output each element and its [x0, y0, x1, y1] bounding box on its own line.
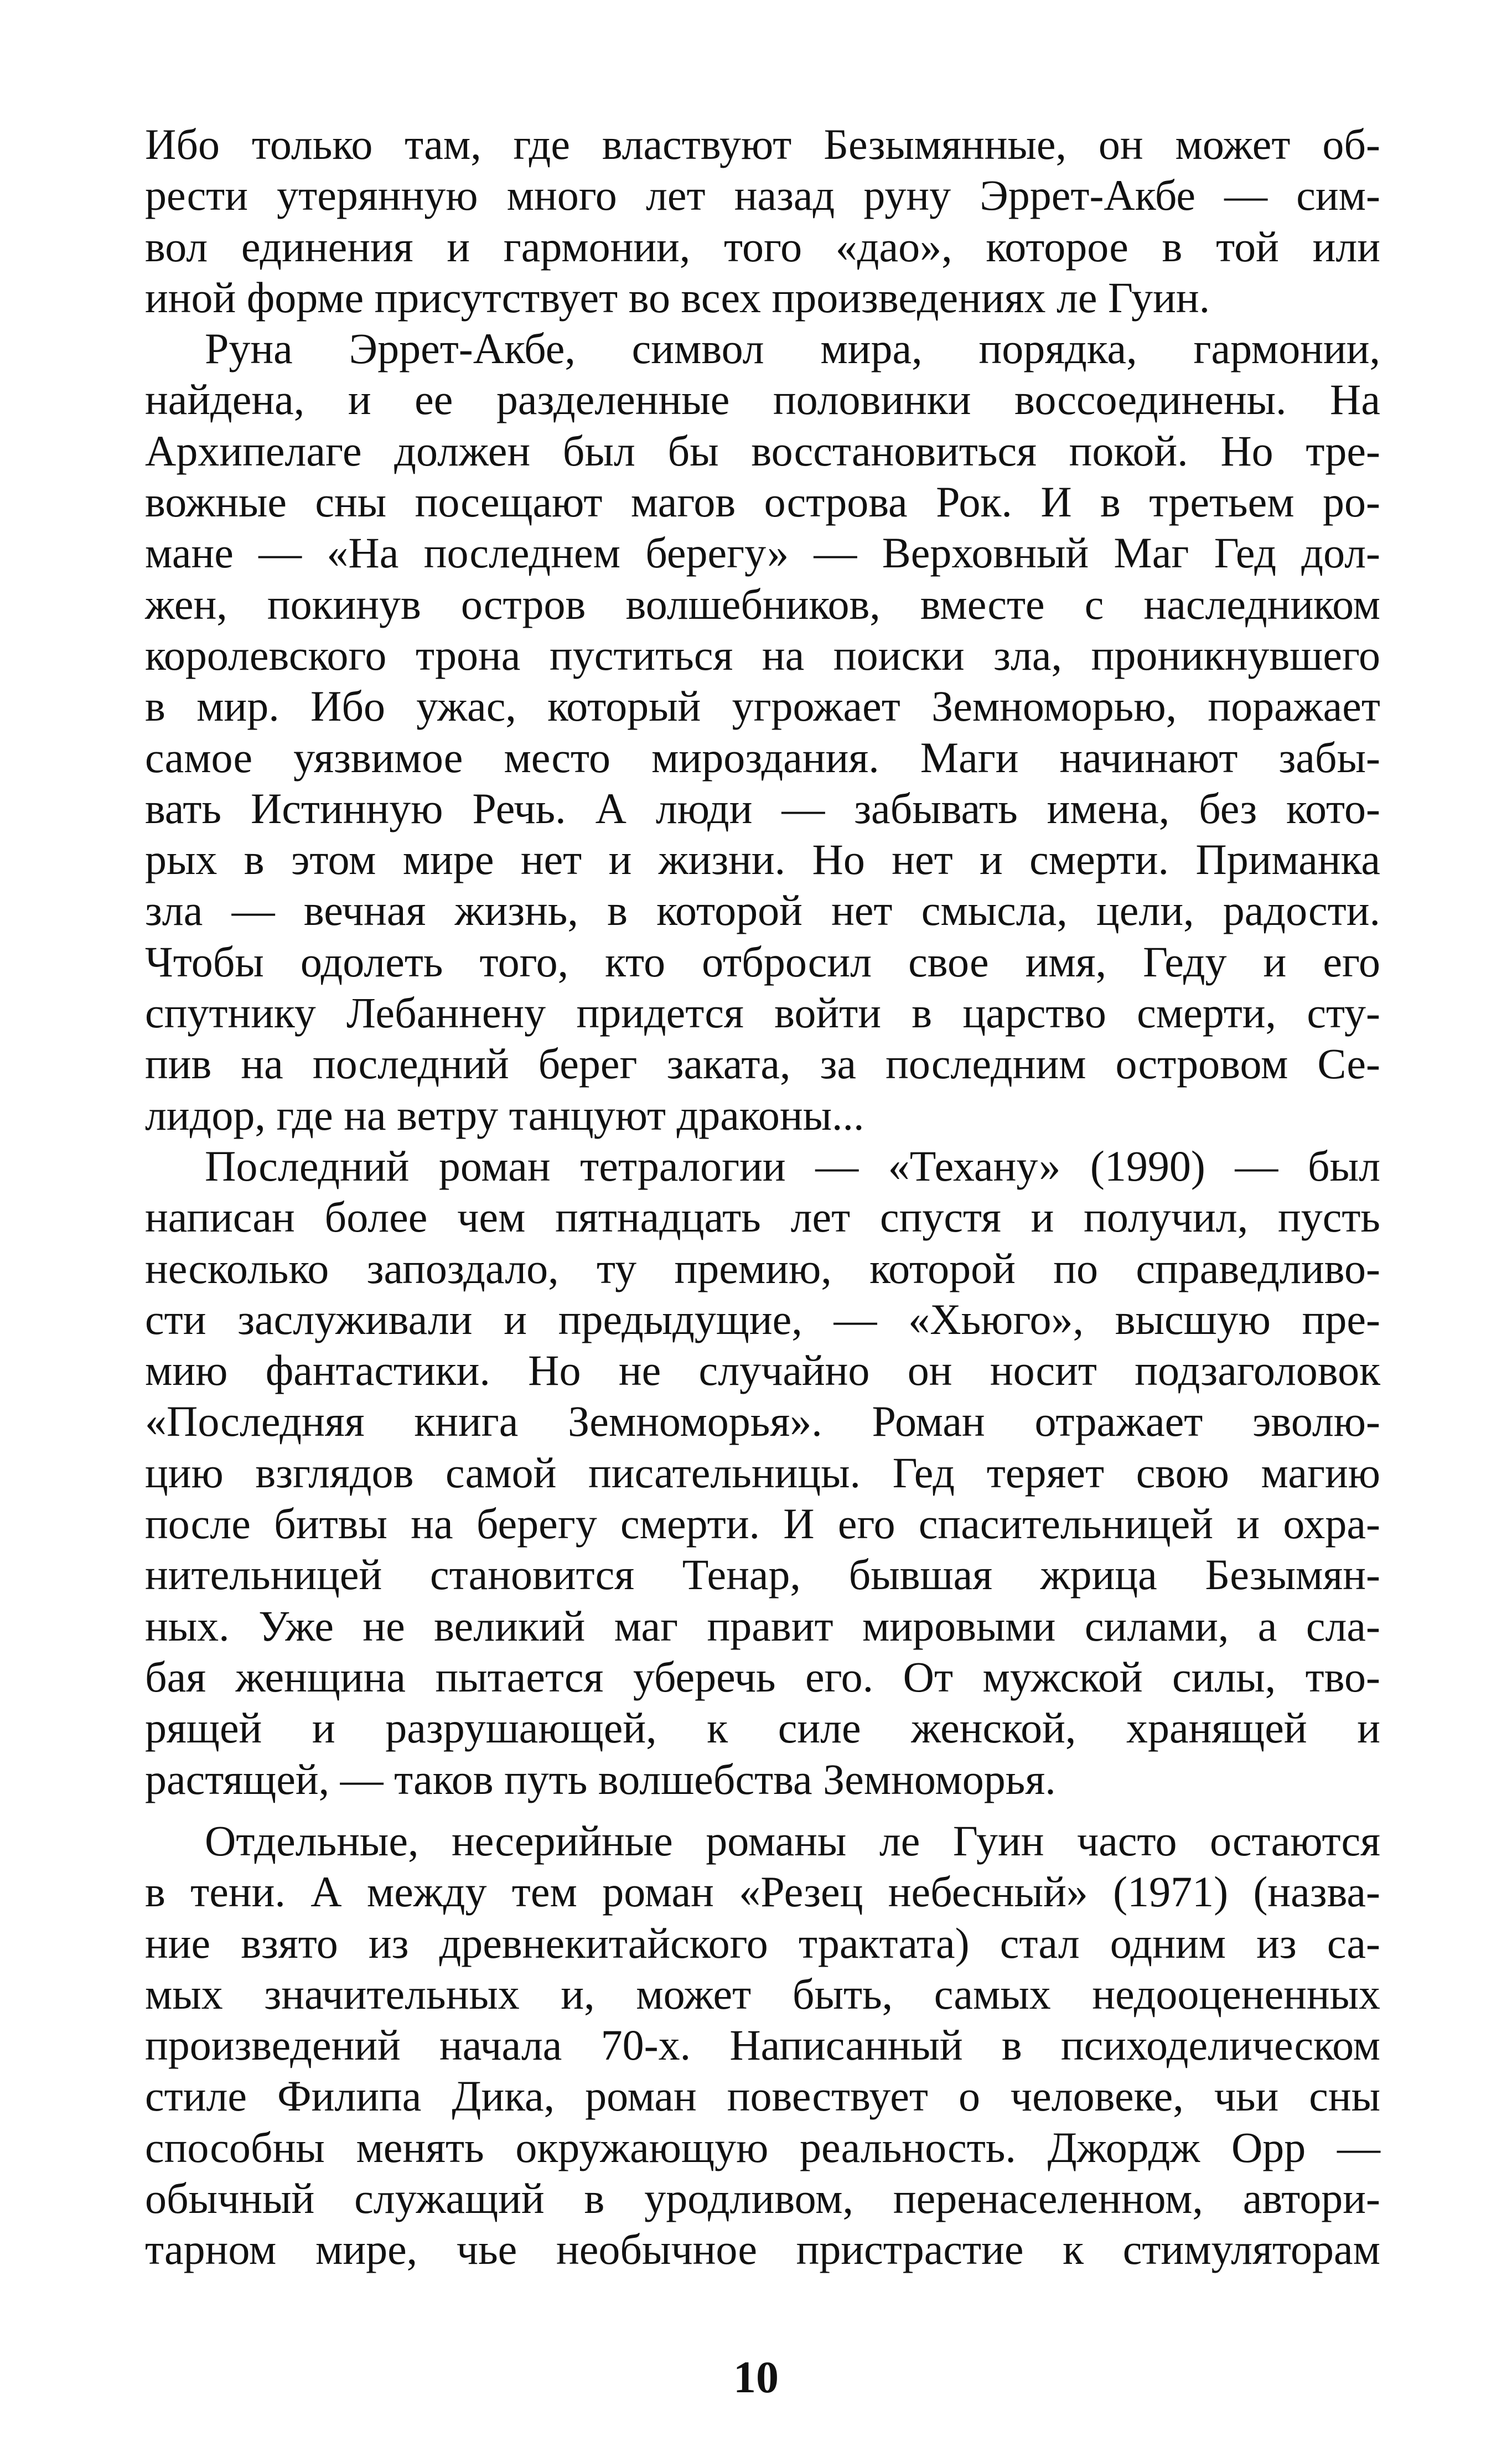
text-line: «Последняя книга Земноморья». Роман отражает эволю-	[145, 1397, 1380, 1446]
text-line: растящей, — таков путь волшебства Земноморья.	[145, 1755, 1056, 1803]
text-line: написан более чем пятнадцать лет спустя и получил, пусть	[145, 1193, 1380, 1242]
text-line: Архипелаге должен был бы восстановиться покой. Но тре-	[145, 426, 1380, 475]
text-line: самое уязвимое место мироздания. Маги начинают забы-	[145, 733, 1380, 782]
text-line: способны менять окружающую реальность. Джордж Орр —	[145, 2123, 1380, 2171]
text-line: ние взято из древнекитайского трактата) стал одним из са-	[145, 1918, 1380, 1967]
text-line: лидор, где на ветру танцуют драконы...	[145, 1090, 864, 1139]
text-line: королевского трона пуститься на поиски зла, проникнувшего	[145, 630, 1380, 679]
text-line: в мир. Ибо ужас, который угрожает Земноморью, поражает	[145, 682, 1380, 731]
paragraph-first-line: Отдельные, несерийные романы ле Гуин часто остаются	[205, 1817, 1380, 1865]
text-line: стиле Филипа Дика, роман повествует о человеке, чьи сны	[145, 2072, 1380, 2120]
text-line: обычный служащий в уродливом, перенаселенном, автори-	[145, 2174, 1380, 2223]
text-line: рых в этом мире нет и жизни. Но нет и смерти. Приманка	[145, 835, 1380, 884]
text-line: нительницей становится Тенар, бывшая жрица Безымян-	[145, 1550, 1380, 1599]
text-line: произведений начала 70-х. Написанный в психоделическом	[145, 2021, 1380, 2070]
text-line: рящей и разрушающей, к силе женской, хранящей и	[145, 1704, 1380, 1752]
text-line: рести утерянную много лет назад руну Эррет-Акбе — сим-	[145, 171, 1380, 220]
text-line: жен, покинув остров волшебников, вместе с наследником	[145, 580, 1380, 628]
body-text-block-2	[145, 1816, 1380, 2275]
text-line: спутнику Лебаннену придется войти в царство смерти, сту-	[145, 989, 1380, 1037]
text-line: Чтобы одолеть того, кто отбросил свое имя, Геду и его	[145, 937, 1380, 986]
text-line: вожные сны посещают магов острова Рок. И в третьем ро-	[145, 478, 1380, 526]
text-line: Ибо только там, где властвуют Безымянные, он может об-	[145, 120, 1380, 168]
text-line: мых значительных и, может быть, самых недооцененных	[145, 1969, 1380, 2018]
text-line: зла — вечная жизнь, в которой нет смысла, цели, радости.	[145, 886, 1380, 935]
text-line: цию взглядов самой писательницы. Гед теряет свою магию	[145, 1448, 1380, 1497]
text-line: несколько запоздало, ту премию, которой по справедливо-	[145, 1244, 1380, 1292]
text-line: мию фантастики. Но не случайно он носит подзаголовок	[145, 1346, 1380, 1395]
paragraph-first-line: Руна Эррет-Акбе, символ мира, порядка, гармонии,	[205, 324, 1380, 373]
text-line: пив на последний берег заката, за последним островом Се-	[145, 1039, 1380, 1088]
text-line: иной форме присутствует во всех произведениях ле Гуин.	[145, 273, 1210, 322]
paragraph-first-line: Последний роман тетралогии — «Техану» (1990) — был	[205, 1141, 1380, 1190]
text-line: вол единения и гармонии, того «дао», которое в той или	[145, 222, 1380, 271]
text-line: после битвы на берегу смерти. И его спасительницей и охра-	[145, 1499, 1380, 1548]
text-line: ных. Уже не великий маг правит мировыми силами, а сла-	[145, 1601, 1380, 1650]
body-text-block-1	[145, 119, 1380, 1805]
text-line: бая женщина пытается уберечь его. От мужской силы, тво-	[145, 1652, 1380, 1701]
text-line: в тени. А между тем роман «Резец небесный» (1971) (назва-	[145, 1868, 1380, 1916]
text-line: сти заслуживали и предыдущие, — «Хьюго», высшую пре-	[145, 1295, 1380, 1343]
text-line: тарном мире, чье необычное пристрастие к стимуляторам	[145, 2225, 1380, 2274]
text-line: вать Истинную Речь. А люди — забывать имена, без кото-	[145, 784, 1380, 832]
text-line: найдена, и ее разделенные половинки воссоединены. На	[145, 375, 1380, 424]
text-line: мане — «На последнем берегу» — Верховный Маг Гед дол-	[145, 529, 1380, 577]
page-number: 10	[733, 2352, 779, 2402]
